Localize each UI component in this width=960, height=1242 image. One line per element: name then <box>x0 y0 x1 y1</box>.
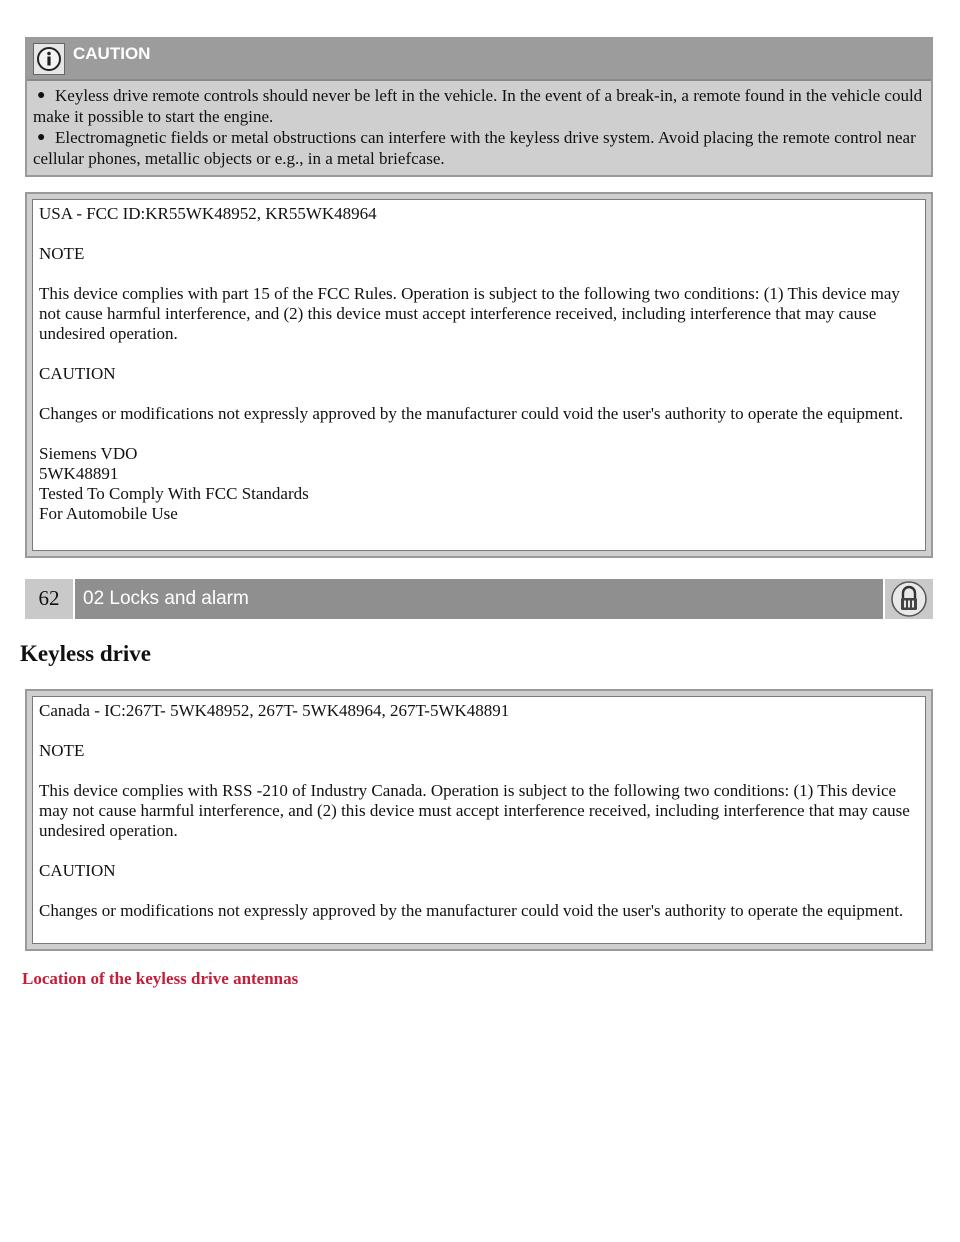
bullet-icon: ● <box>37 88 46 103</box>
page-heading: Keyless drive <box>20 641 151 666</box>
canada-id-line: Canada - IC:267T- 5WK48952, 267T- 5WK48964, 267T-5WK48891 <box>39 701 510 720</box>
fcc-notice-box <box>25 192 933 558</box>
canada-notice-content <box>32 696 926 944</box>
info-icon <box>33 43 65 75</box>
padlock-icon <box>885 579 933 619</box>
canada-note-label: NOTE <box>39 741 85 760</box>
fcc-caution-text: Changes or modifications not expressly approved by the manufacturer could void the user's authority to operate the equipment. <box>39 404 904 423</box>
page-number: 62 <box>25 579 73 619</box>
canada-notice-box <box>25 689 933 951</box>
canada-caution-text: Changes or modifications not expressly approved by the manufacturer could void the user's authority to operate the equipment. <box>39 901 904 920</box>
fcc-notice-content <box>32 199 926 551</box>
fcc-caution-label: CAUTION <box>39 364 116 383</box>
caution-item: ● Electromagnetic fields or metal obstructions can interfere with the keyless drive system. Avoid placing the remote control near cellular phones, metallic objects or e.g., in a metal briefcase. <box>33 128 916 168</box>
antenna-location-heading[interactable]: Location of the keyless drive antennas <box>22 969 299 988</box>
fcc-id-line: USA - FCC ID:KR55WK48952, KR55WK48964 <box>39 204 377 223</box>
caution-box <box>25 37 933 177</box>
fcc-device-label: Siemens VDO 5WK48891 Tested To Comply With FCC Standards For Automobile Use <box>39 444 309 523</box>
caution-item: ● Keyless drive remote controls should never be left in the vehicle. In the event of a break-in, a remote found in the vehicle could make it possible to start the engine. <box>33 86 923 126</box>
canada-caution-label: CAUTION <box>39 861 116 880</box>
caution-title: CAUTION <box>73 44 151 63</box>
bullet-icon: ● <box>37 130 46 145</box>
fcc-note-label: NOTE <box>39 244 85 263</box>
section-title-bar <box>75 579 883 619</box>
caution-body <box>27 81 931 175</box>
canada-note-text: This device complies with RSS -210 of Industry Canada. Operation is subject to the following two conditions: (1) This device may not cause harmful interference, and (2) this device must accept interference received, including interference that may cause undesired operation. <box>39 781 910 840</box>
section-header-bar <box>25 579 933 619</box>
caution-header <box>27 39 931 81</box>
fcc-note-text: This device complies with part 15 of the FCC Rules. Operation is subject to the following two conditions: (1) This device may not cause harmful interference, and (2) this device must accept interference received, including interference that may cause undesired operation. <box>39 284 900 343</box>
section-title: 02 Locks and alarm <box>83 588 249 609</box>
